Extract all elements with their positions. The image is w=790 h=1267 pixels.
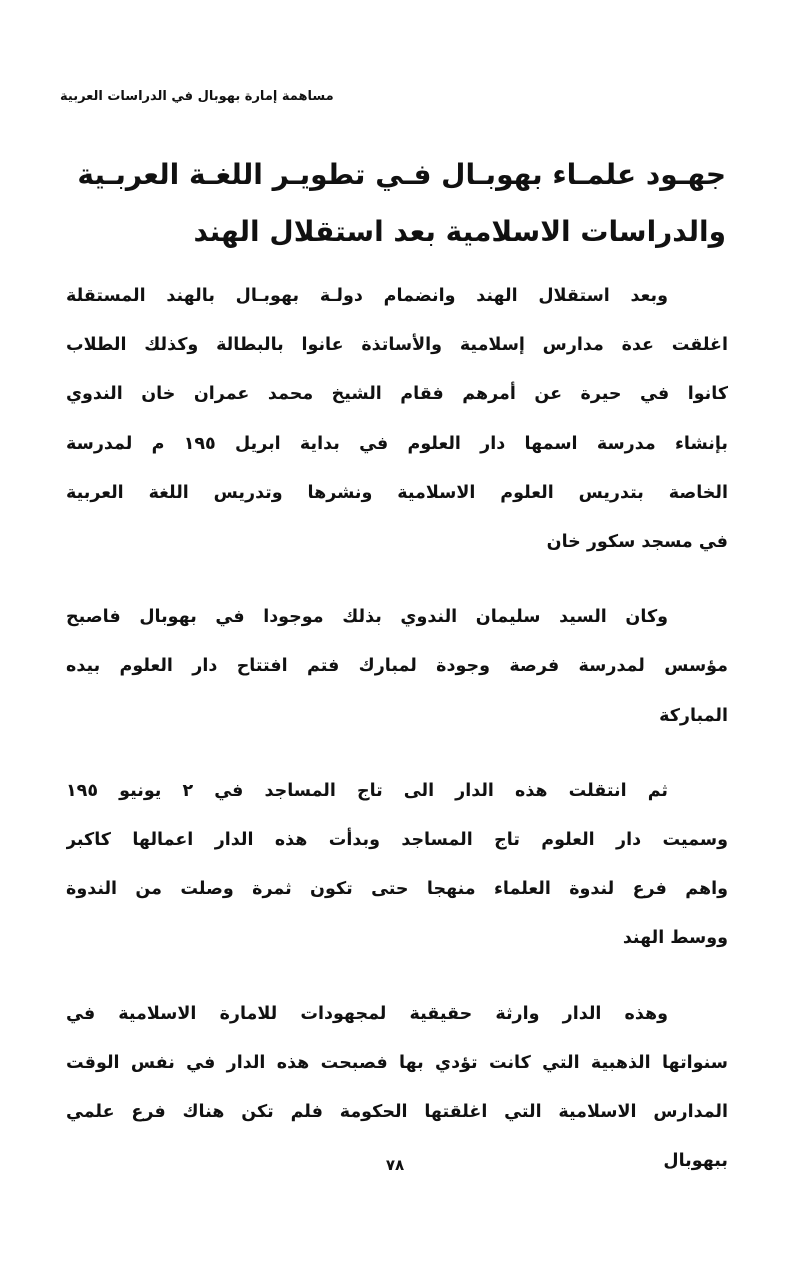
paragraph-1 (66, 272, 728, 567)
page-number: ٧٨ (385, 1156, 405, 1174)
paragraph-line: الخاصة بتدريس العلوم الاسلامية ونشرها وتدريس اللغة العربية (66, 482, 728, 503)
page-title (64, 146, 726, 260)
paragraph-line: في مسجد سكور خان (546, 532, 728, 553)
paragraph-line: ثم انتقلت هذه الدار الى تاج المساجد في ٢ يونيو ١٩٥ (66, 780, 668, 801)
paragraph-line: وهذه الدار وارثة حقيقية لمجهودات للامارة الاسلامية في (66, 1003, 668, 1024)
running-header: مساهمة إمارة بهوبال في الدراسات العربية (60, 89, 334, 104)
paragraph-line: اغلقت عدة مدارس إسلامية والأساتذة عانوا بالبطالة وكذلك الطلاب (66, 335, 728, 356)
paragraph-line: وسميت دار العلوم تاج المساجد وبدأت هذه الدار اعمالها كاكبر (66, 830, 728, 851)
paragraph-line: المدارس الاسلامية التي اغلقتها الحكومة فلم تكن هناك فرع علمي (66, 1102, 728, 1123)
paragraph-line: واهم فرع لندوة العلماء منهجا حتى تكون ثمرة وصلت من الندوة (66, 879, 728, 900)
title-line-1: جهـود علمـاء بهوبـال فـي تطويـر اللغـة العربـية (77, 158, 726, 191)
paragraph-2 (66, 593, 728, 741)
paragraph-line: بإنشاء مدرسة اسمها دار العلوم في بداية ابريل ١٩٥ م لمدرسة (66, 433, 728, 454)
paragraph-line: ووسط الهند (622, 928, 728, 949)
paragraph-line: وبعد استقلال الهند وانضمام دولـة بهوبـال بالهند المستقلة (66, 286, 668, 306)
title-line-2: والدراسات الاسلامية بعد استقلال الهند (193, 215, 726, 248)
paragraph-line: ببهوبال (663, 1151, 728, 1172)
paragraph-3 (66, 767, 728, 964)
paragraph-line: وكان السيد سليمان الندوي بذلك موجودا في بهوبال فاصبح (66, 607, 668, 628)
paragraph-line: مؤسس لمدرسة فرصة وجودة لمبارك فتم افتتاح دار العلوم بيده (66, 656, 728, 677)
body-text (66, 272, 728, 1212)
paragraph-line: كانوا في حيرة عن أمرهم فقام الشيخ محمد عمران خان الندوي (66, 384, 728, 405)
paragraph-line: سنواتها الذهبية التي كانت تؤدي بها فصبحت هذه الدار في نفس الوقت (66, 1052, 728, 1073)
paragraph-line: المباركة (659, 705, 728, 726)
